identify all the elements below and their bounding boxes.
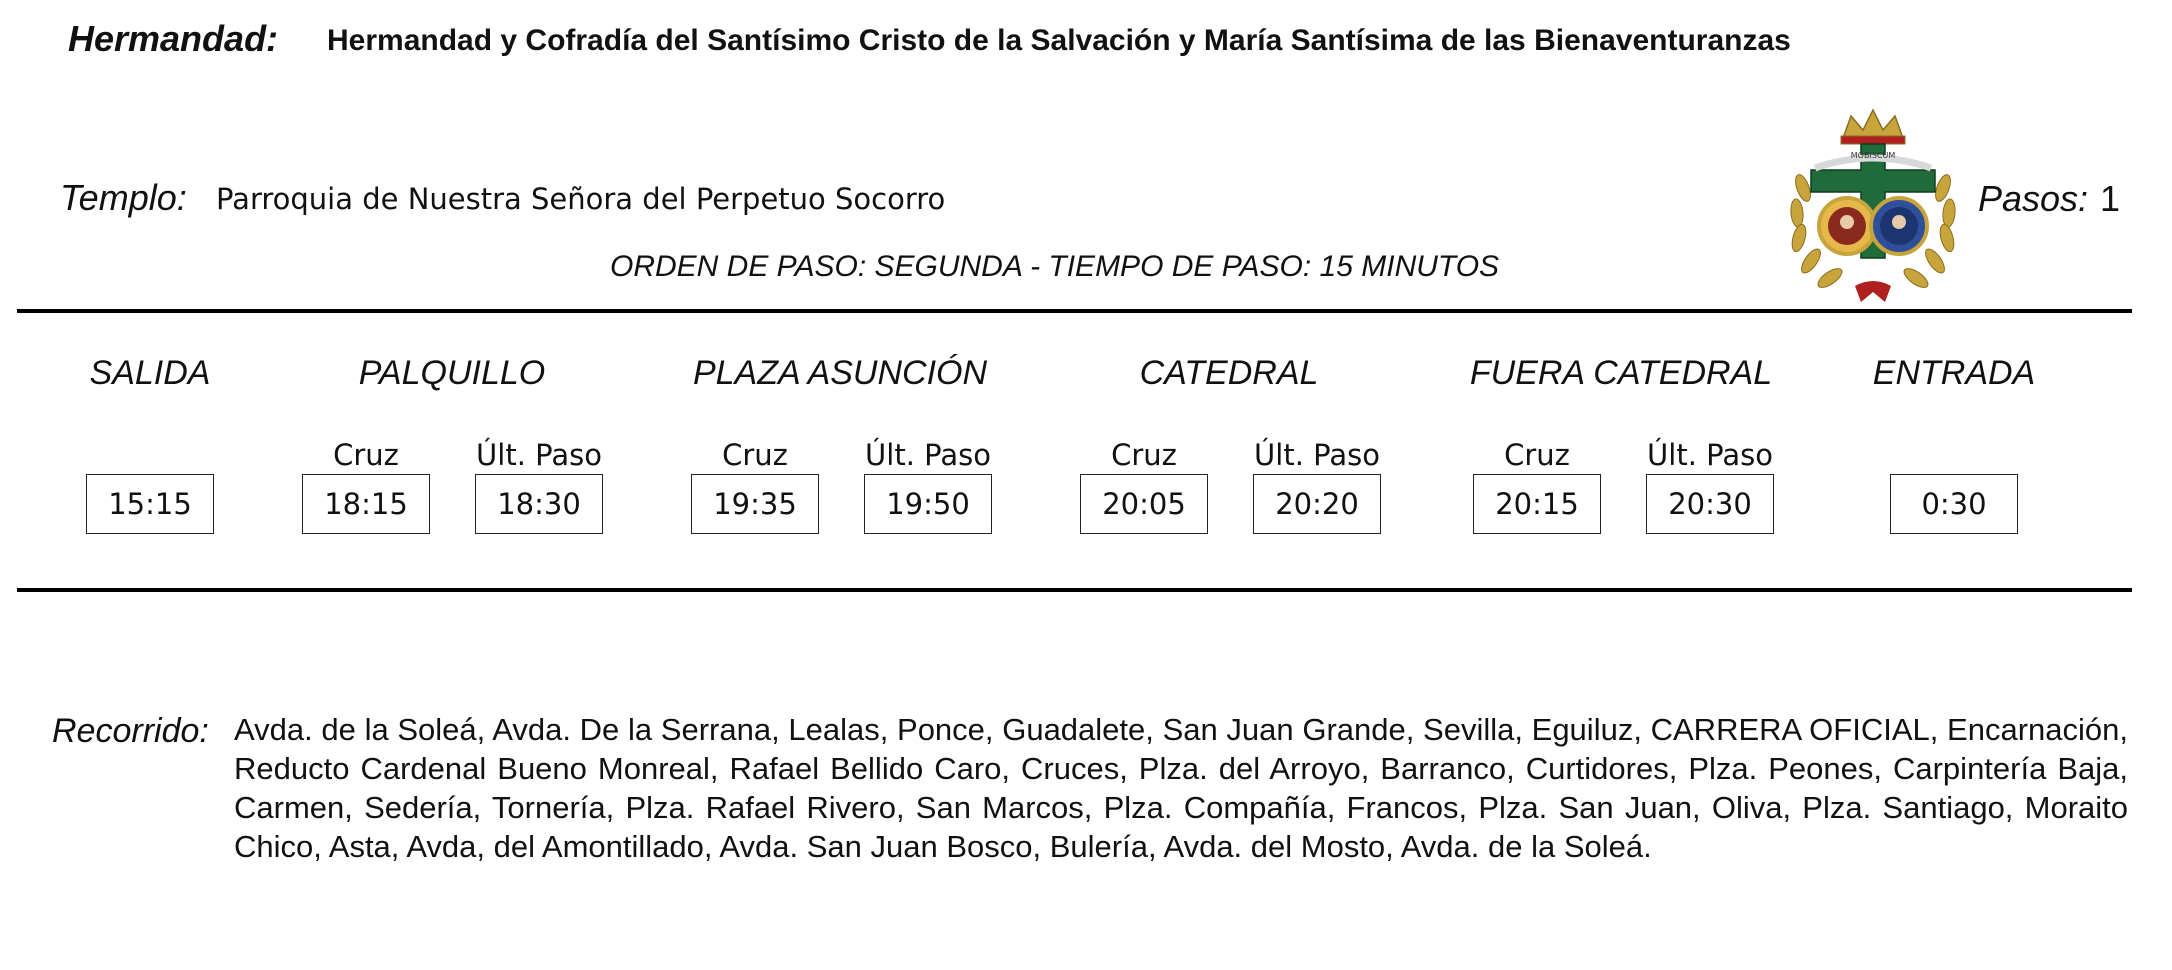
templo-value: Parroquia de Nuestra Señora del Perpetuo Socorro bbox=[216, 182, 946, 216]
salida-time: 15:15 bbox=[86, 474, 214, 534]
orden-de-paso: ORDEN DE PASO: SEGUNDA - TIEMPO DE PASO: 15 MINUTOS bbox=[610, 250, 1500, 283]
crest-text: MOBISCUM bbox=[1850, 151, 1896, 160]
palquillo-ult-time: 18:30 bbox=[475, 474, 603, 534]
entrada-time: 0:30 bbox=[1890, 474, 2018, 534]
hermandad-label: Hermandad: bbox=[68, 18, 279, 59]
salida-title: SALIDA bbox=[89, 354, 211, 392]
pasos-label: Pasos: bbox=[1978, 178, 2089, 219]
fuera-ult-time: 20:30 bbox=[1646, 474, 1774, 534]
hermandad-name: Hermandad y Cofradía del Santísimo Cristo de la Salvación y María Santísima de las Bienaventuranzas bbox=[327, 24, 1791, 57]
palquillo-ult-label: Últ. Paso bbox=[476, 438, 602, 472]
pasos-value: 1 bbox=[2100, 178, 2121, 219]
catedral-ult-time: 20:20 bbox=[1253, 474, 1381, 534]
catedral-title: CATEDRAL bbox=[1139, 354, 1319, 392]
plaza-ult-label: Últ. Paso bbox=[865, 438, 991, 472]
brotherhood-crest-icon bbox=[1785, 108, 1961, 304]
palquillo-cruz-label: Cruz bbox=[333, 438, 399, 472]
recorrido-label: Recorrido: bbox=[52, 712, 209, 750]
catedral-cruz-time: 20:05 bbox=[1080, 474, 1208, 534]
templo-label: Templo: bbox=[60, 177, 187, 218]
plaza-asuncion-title: PLAZA ASUNCIÓN bbox=[692, 354, 988, 392]
palquillo-cruz-time: 18:15 bbox=[302, 474, 430, 534]
fuera-catedral-title: FUERA CATEDRAL bbox=[1469, 354, 1773, 392]
entrada-title: ENTRADA bbox=[1872, 354, 2036, 392]
fuera-ult-label: Últ. Paso bbox=[1647, 438, 1773, 472]
divider-top bbox=[17, 309, 2132, 313]
palquillo-title: PALQUILLO bbox=[358, 354, 546, 392]
plaza-ult-time: 19:50 bbox=[864, 474, 992, 534]
plaza-cruz-time: 19:35 bbox=[691, 474, 819, 534]
recorrido-text: Avda. de la Soleá, Avda. De la Serrana, Lealas, Ponce, Guadalete, San Juan Grande, Sevilla, Eguiluz, CARRERA OFICIAL, Encarnación, Reducto Cardenal Bueno Monreal, Rafael Bellido Caro, Cruces, Plza. del Arroyo, Barranco, Curtidores, Plza. Peones, Carpintería Baja, Carmen, Sedería, Tornería, Plza. Rafael Rivero, San Marcos, Plza. Compañía, Francos, Plza. San Juan, Oliva, Plza. Santiago, Moraito Chico, Asta, Avda, del Amontillado, Avda. San Juan Bosco, Bulería, Avda. del Mosto, Avda. de la Soleá. bbox=[234, 712, 2128, 864]
catedral-cruz-label: Cruz bbox=[1111, 438, 1177, 472]
plaza-cruz-label: Cruz bbox=[722, 438, 788, 472]
fuera-cruz-label: Cruz bbox=[1504, 438, 1570, 472]
catedral-ult-label: Últ. Paso bbox=[1254, 438, 1380, 472]
fuera-cruz-time: 20:15 bbox=[1473, 474, 1601, 534]
divider-bottom bbox=[17, 588, 2132, 592]
